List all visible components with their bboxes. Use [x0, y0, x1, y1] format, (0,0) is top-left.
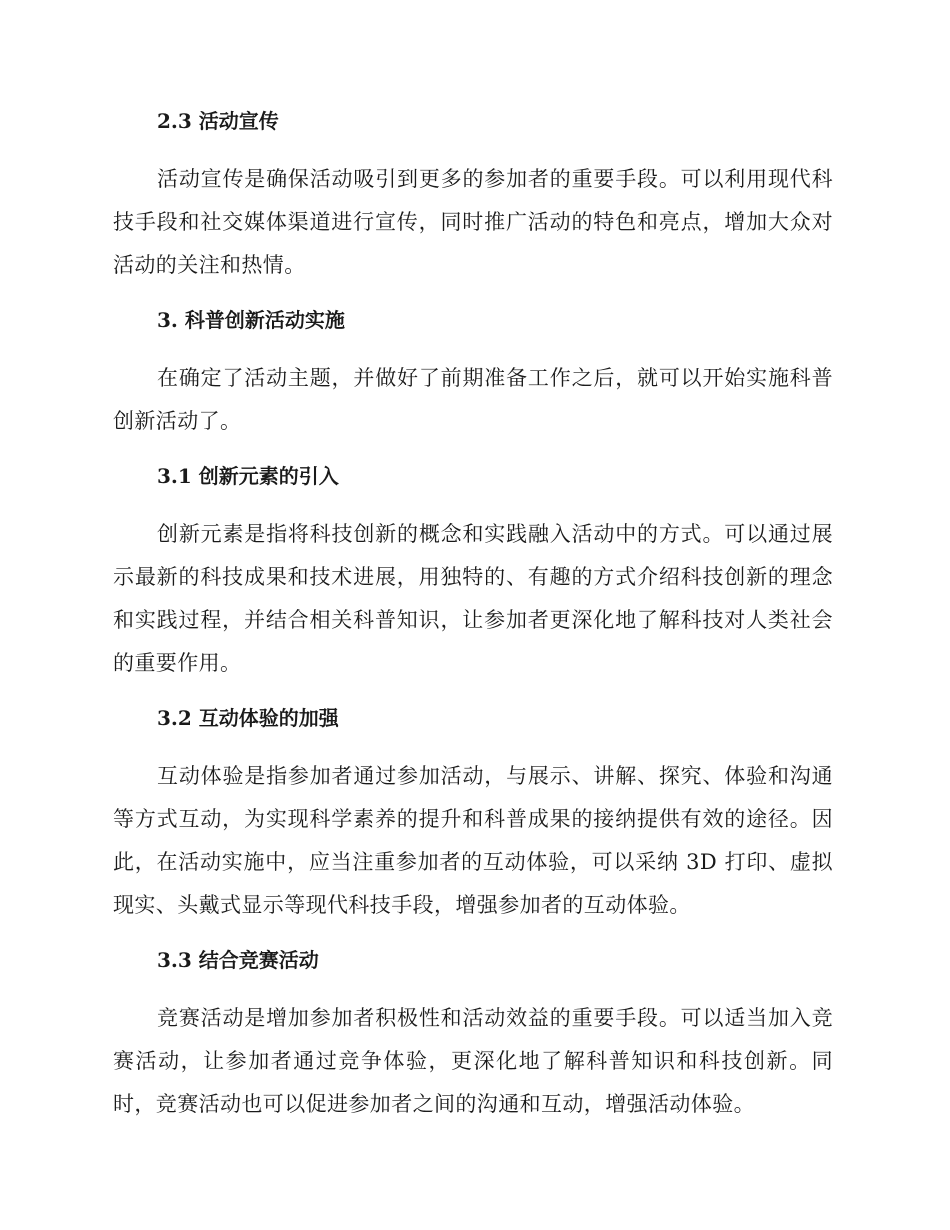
section-heading-3-2: 3.2 互动体验的加强 — [157, 706, 339, 730]
document-page — [113, 106, 833, 1126]
section-heading-2-3: 2.3 活动宣传 — [157, 109, 279, 133]
section-paragraph-3-1: 创新元素是指将科技创新的概念和实践融入活动中的方式。可以通过展示最新的科技成果和技术进展，用独特的、有趣的方式介绍科技创新的理念和实践过程，并结合相关科普知识，让参加者更深化地了解科技对人类社会的重要作用。 — [113, 522, 833, 675]
section-paragraph-2-3: 活动宣传是确保活动吸引到更多的参加者的重要手段。可以利用现代科技手段和社交媒体渠道进行宣传，同时推广活动的特色和亮点，增加大众对活动的关注和热情。 — [113, 167, 833, 277]
section-paragraph-3-2: 互动体验是指参加者通过参加活动，与展示、讲解、探究、体验和沟通等方式互动，为实现科学素养的提升和科普成果的接纳提供有效的途径。因此，在活动实施中，应当注重参加者的互动体验，可以采纳 3D 打印、虚拟现实、头戴式显示等现代科技手段，增强参加者的互动体验。 — [113, 764, 833, 917]
section-paragraph-3-3: 竞赛活动是增加参加者积极性和活动效益的重要手段。可以适当加入竞赛活动，让参加者通过竞争体验，更深化地了解科普知识和科技创新。同时，竞赛活动也可以促进参加者之间的沟通和互动，增强活动体验。 — [113, 1006, 833, 1116]
section-heading-3: 3. 科普创新活动实施 — [157, 308, 345, 332]
section-heading-3-1: 3.1 创新元素的引入 — [157, 464, 339, 488]
section-heading-3-3: 3.3 结合竞赛活动 — [157, 948, 319, 972]
section-paragraph-3: 在确定了活动主题，并做好了前期准备工作之后，就可以开始实施科普创新活动了。 — [113, 366, 833, 433]
